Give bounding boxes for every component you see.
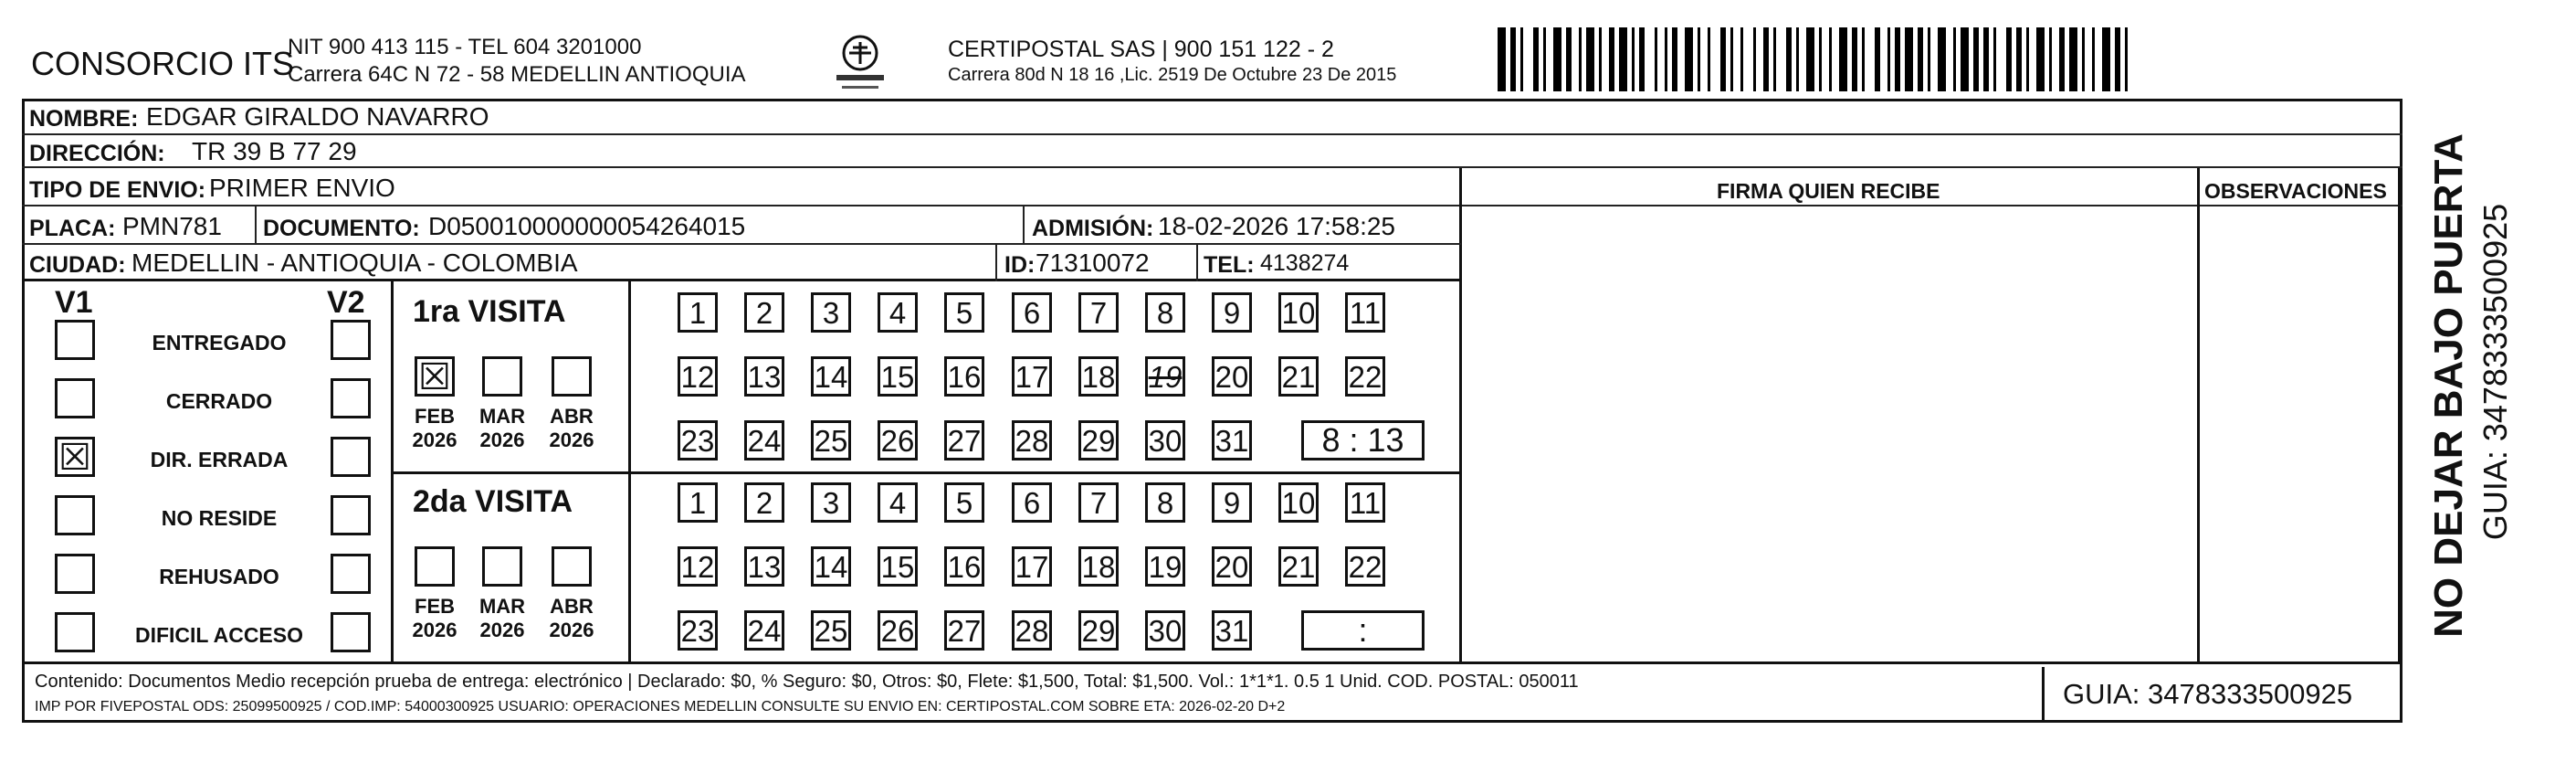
barcode-bar (1543, 27, 1546, 91)
nombre-label: NOMBRE: (29, 106, 139, 132)
status-label: NO RESIDE (161, 506, 278, 530)
day-box[interactable]: 15 (878, 356, 918, 397)
day-box[interactable]: 7 (1078, 482, 1119, 523)
carrier-license: Carrera 80d N 18 16 ,Lic. 2519 De Octubre 23 De 2015 (948, 65, 1397, 85)
day-box[interactable]: 23 (678, 610, 718, 651)
day-box[interactable]: 22 (1345, 356, 1385, 397)
month-name: FEB (415, 405, 455, 428)
company-name: CONSORCIO ITS (31, 45, 295, 82)
visit-months-divider (628, 281, 631, 661)
day-box[interactable]: 21 (1278, 356, 1319, 397)
barcode-bar (2049, 27, 2052, 91)
month-year: 2026 (549, 429, 594, 451)
tel-label: TEL: (1204, 252, 1255, 278)
footer-contenido: Contenido: Documentos Medio recepción prueba de entrega: electrónico | Declarado: $0, % Seguro: $0, Otros: $0, Flete: $1,500, Total: $1,500. Vol.: 1*1*1. 0.5 1 Unid. COD. POSTAL: 050011 (35, 672, 1579, 692)
day-box[interactable]: 23 (678, 420, 718, 460)
month-name: ABR (550, 595, 594, 618)
barcode-bar (1895, 27, 1900, 91)
company-address: Carrera 64C N 72 - 58 MEDELLIN ANTIOQUIA (288, 62, 746, 87)
v2-checkbox[interactable] (331, 554, 371, 594)
ciudad-value: MEDELLIN - ANTIOQUIA - COLOMBIA (131, 249, 578, 277)
tel-value: 4138274 (1260, 250, 1350, 276)
day-box[interactable]: 14 (811, 546, 851, 587)
barcode-bar (1655, 27, 1657, 91)
status-label: DIR. ERRADA (150, 448, 289, 471)
month-name: FEB (415, 595, 455, 618)
firma-column-header: FIRMA QUIEN RECIBE (1717, 179, 1940, 203)
day-box[interactable]: 10 (1278, 292, 1319, 333)
barcode-bar (1928, 27, 1930, 91)
day-box[interactable]: 4 (878, 482, 918, 523)
footer-imp: IMP POR FIVEPOSTAL ODS: 25099500925 / COD.IMP: 54000300925 USUARIO: OPERACIONES MEDELLIN CONSULTE SU ENVIO EN: CERTIPOSTAL.COM SOBRE ETA: 2026-02-20 D+2 (35, 699, 1286, 714)
month-checkbox[interactable] (552, 546, 592, 587)
day-box[interactable]: 4 (878, 292, 918, 333)
month-year: 2026 (479, 619, 525, 641)
day-box[interactable]: 16 (944, 546, 984, 587)
day-box[interactable]: 15 (878, 546, 918, 587)
v2-checkbox[interactable] (331, 378, 371, 418)
day-box[interactable]: 30 (1145, 610, 1185, 651)
barcode-bar (1875, 27, 1880, 91)
day-box[interactable]: 18 (1078, 546, 1119, 587)
barcode-bar (1698, 27, 1700, 91)
barcode-bar (2006, 27, 2012, 91)
month-name: ABR (550, 405, 594, 428)
barcode-bar (1961, 27, 1969, 91)
day-box[interactable]: 25 (811, 610, 851, 651)
carrier-line: CERTIPOSTAL SAS | 900 151 122 - 2 (948, 37, 1334, 62)
day-box[interactable]: 1 (678, 482, 718, 523)
barcode-bar (2059, 27, 2065, 91)
barcode-bar (1905, 27, 1913, 91)
barcode-bar (2016, 27, 2022, 91)
documento-label: DOCUMENTO: (263, 216, 420, 241)
month-name: MAR (478, 405, 526, 428)
day-box[interactable]: 8 (1145, 482, 1185, 523)
barcode-bar (1938, 27, 1946, 91)
footer-guia: GUIA: 3478333500925 (2063, 678, 2353, 710)
day-box[interactable]: 10 (1278, 482, 1319, 523)
v2-checkbox[interactable] (331, 495, 371, 535)
barcode-bar (1579, 27, 1582, 91)
barcode-bar (1708, 27, 1710, 91)
barcode-bar (2026, 27, 2029, 91)
day-box[interactable]: 6 (1012, 292, 1052, 333)
footer-guia-box (2042, 667, 2400, 720)
ciudad-label: CIUDAD: (29, 252, 126, 278)
day-box[interactable]: 11 (1345, 482, 1385, 523)
barcode-bar (2092, 27, 2095, 91)
day-box[interactable]: 6 (1012, 482, 1052, 523)
barcode-bar (1786, 27, 1792, 91)
nombre-value: EDGAR GIRALDO NAVARRO (146, 102, 489, 131)
admision-value: 18-02-2026 17:58:25 (1158, 212, 1395, 240)
row-nombre (22, 99, 2403, 135)
documento-value: D050010000000054264015 (428, 212, 746, 240)
day-box[interactable]: 31 (1212, 610, 1252, 651)
day-box[interactable]: 19 (1145, 546, 1185, 587)
month-name: MAR (478, 595, 526, 618)
day-box[interactable]: 31 (1212, 420, 1252, 460)
barcode-bar (1730, 27, 1733, 91)
day-box[interactable]: 7 (1078, 292, 1119, 333)
day-box[interactable]: 21 (1278, 546, 1319, 587)
v1-checkbox[interactable] (55, 320, 95, 360)
v1-checkbox[interactable] (55, 554, 95, 594)
month-checkbox[interactable] (482, 546, 522, 587)
row-ciudad (22, 245, 1461, 281)
v1-header: V1 (55, 285, 93, 320)
barcode-bar (1993, 27, 1996, 91)
barcode-bar (2102, 27, 2110, 91)
barcode-bar (1720, 27, 1726, 91)
company-nit-tel: NIT 900 413 115 - TEL 604 3201000 (288, 35, 642, 59)
day-box[interactable]: 12 (678, 356, 718, 397)
barcode-bar (2125, 27, 2128, 91)
v2-checkbox[interactable] (331, 437, 371, 477)
direccion-label: DIRECCIÓN: (29, 141, 165, 166)
time-box[interactable]: 8 : 13 (1301, 420, 1425, 460)
barcode-bar (1953, 27, 1956, 91)
barcode-bar (1983, 27, 1989, 91)
day-box[interactable]: 14 (811, 356, 851, 397)
month-checkbox[interactable] (482, 356, 522, 397)
day-box[interactable]: 20 (1212, 356, 1252, 397)
barcode-bar (1665, 27, 1667, 91)
barcode-bar (1632, 27, 1635, 91)
barcode-bar (1566, 27, 1572, 91)
day-box[interactable]: 20 (1212, 546, 1252, 587)
status-label: REHUSADO (159, 565, 279, 588)
barcode-bar (1533, 27, 1539, 91)
barcode-bar (1510, 27, 1516, 91)
barcode-bar (1973, 27, 1979, 91)
day-box[interactable]: 13 (744, 356, 784, 397)
barcode-bar (1796, 27, 1799, 91)
day-box[interactable]: 2 (744, 292, 784, 333)
day-box[interactable]: 5 (944, 482, 984, 523)
barcode-bar (1852, 27, 1857, 91)
barcode-bar (1599, 27, 1602, 91)
tipo-value: PRIMER ENVIO (209, 174, 395, 202)
id-label: ID: (1004, 252, 1036, 278)
month-checkbox[interactable] (415, 546, 455, 587)
month-year: 2026 (412, 619, 457, 641)
day-box[interactable]: 25 (811, 420, 851, 460)
month-checkbox[interactable]: ☒ (415, 356, 455, 397)
day-box[interactable]: 27 (944, 420, 984, 460)
barcode-bar (1672, 27, 1677, 91)
placa-value: PMN781 (122, 212, 222, 240)
barcode-bar (1839, 27, 1847, 91)
day-box[interactable]: 29 (1078, 420, 1119, 460)
row-placa (22, 206, 1461, 245)
barcode-bar (1740, 27, 1743, 91)
direccion-value: TR 39 B 77 29 (192, 137, 357, 165)
v2-header: V2 (327, 285, 365, 320)
observaciones-divider (2197, 168, 2200, 661)
barcode-bar (1609, 27, 1614, 91)
visit-title: 1ra VISITA (413, 294, 566, 329)
barcode-bar (2069, 27, 2077, 91)
day-box[interactable]: 27 (944, 610, 984, 651)
day-box[interactable]: 16 (944, 356, 984, 397)
day-box[interactable]: 3 (811, 292, 851, 333)
v1-checkbox[interactable] (55, 612, 95, 652)
time-box[interactable]: : (1301, 610, 1425, 651)
barcode-bar (1753, 27, 1756, 91)
barcode-bar (1586, 27, 1594, 91)
barcode-bar (2036, 27, 2045, 91)
day-box[interactable]: 17 (1012, 546, 1052, 587)
day-box[interactable]: 1 (678, 292, 718, 333)
month-checkbox[interactable] (552, 356, 592, 397)
footer-top-line (22, 661, 2403, 664)
day-box[interactable]: 5 (944, 292, 984, 333)
side-guia: GUIA: 3478333500925 (2476, 203, 2514, 541)
barcode-bar (1829, 27, 1832, 91)
barcode-bar (1773, 27, 1776, 91)
tipo-label: TIPO DE ENVIO: (29, 177, 206, 203)
day-box[interactable]: 18 (1078, 356, 1119, 397)
v2-checkbox[interactable] (331, 320, 371, 360)
barcode-bar (1553, 27, 1561, 91)
status-label: ENTREGADO (152, 331, 287, 355)
id-value: 71310072 (1036, 249, 1150, 277)
day-box[interactable]: 28 (1012, 610, 1052, 651)
day-box[interactable]: 22 (1345, 546, 1385, 587)
day-box[interactable]: 19 (1145, 356, 1185, 397)
v1-checkbox[interactable] (55, 378, 95, 418)
day-box[interactable]: 28 (1012, 420, 1052, 460)
row-tipo (22, 168, 2403, 206)
barcode-bar (1918, 27, 1923, 91)
row-direccion (22, 135, 2403, 168)
barcode-bar (1887, 27, 1890, 91)
barcode-bar (1806, 27, 1814, 91)
certipostal-logo (833, 33, 888, 95)
barcode-bar (2115, 27, 2120, 91)
visit-divider (391, 471, 1461, 474)
barcode-bar (1763, 27, 1769, 91)
day-box[interactable]: 13 (744, 546, 784, 587)
day-box[interactable]: 29 (1078, 610, 1119, 651)
month-year: 2026 (412, 429, 457, 451)
barcode-bar (1498, 27, 1506, 91)
day-box[interactable]: 11 (1345, 292, 1385, 333)
barcode-bar (2082, 27, 2085, 91)
barcode (1498, 27, 2228, 91)
v1-checkbox[interactable]: ☒ (55, 437, 95, 477)
barcode-bar (1520, 27, 1523, 91)
right-edge (2398, 168, 2401, 661)
day-box[interactable]: 9 (1212, 292, 1252, 333)
day-box[interactable]: 3 (811, 482, 851, 523)
status-label: CERRADO (165, 389, 273, 413)
day-box[interactable]: 12 (678, 546, 718, 587)
admision-label: ADMISIÓN: (1032, 216, 1154, 241)
day-box[interactable]: 9 (1212, 482, 1252, 523)
visit-title: 2da VISITA (413, 484, 573, 519)
observaciones-column-header: OBSERVACIONES (2204, 179, 2387, 203)
v2-checkbox[interactable] (331, 612, 371, 652)
placa-label: PLACA: (29, 216, 116, 241)
day-box[interactable]: 2 (744, 482, 784, 523)
day-box[interactable]: 24 (744, 610, 784, 651)
day-box[interactable]: 8 (1145, 292, 1185, 333)
barcode-bar (1685, 27, 1693, 91)
status-label: DIFICIL ACCESO (134, 623, 303, 647)
day-box[interactable]: 26 (878, 420, 918, 460)
v1-checkbox[interactable] (55, 495, 95, 535)
day-box[interactable]: 17 (1012, 356, 1052, 397)
barcode-bar (1619, 27, 1627, 91)
day-box[interactable]: 26 (878, 610, 918, 651)
month-year: 2026 (549, 619, 594, 641)
day-box[interactable]: 24 (744, 420, 784, 460)
month-year: 2026 (479, 429, 525, 451)
barcode-bar (1639, 27, 1645, 91)
barcode-bar (1862, 27, 1865, 91)
day-box[interactable]: 30 (1145, 420, 1185, 460)
side-warning: NO DEJAR BAJO PUERTA (2426, 133, 2471, 638)
barcode-bar (1819, 27, 1822, 91)
